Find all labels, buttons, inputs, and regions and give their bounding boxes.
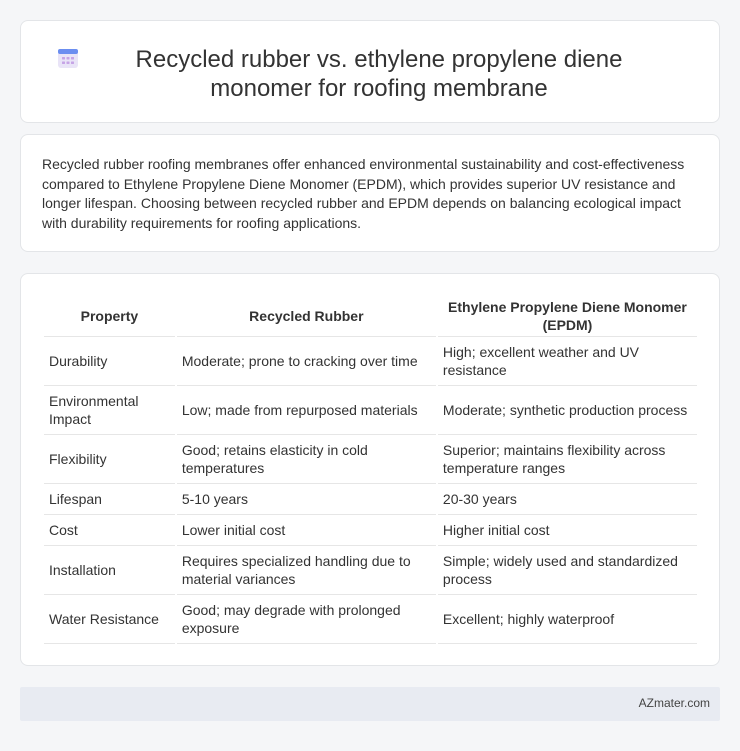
row-epdm-value: Superior; maintains flexibility across temperature ranges: [438, 435, 697, 484]
row-recycled-value: Moderate; prone to cracking over time: [177, 337, 436, 386]
header-recycled-rubber: Recycled Rubber: [177, 295, 436, 337]
row-epdm-value: Excellent; highly waterproof: [438, 595, 697, 644]
table-row: [44, 435, 697, 484]
table-row: [44, 546, 697, 595]
row-epdm-value: High; excellent weather and UV resistance: [438, 337, 697, 386]
row-recycled-value: 5-10 years: [177, 484, 436, 515]
row-property: Durability: [44, 337, 175, 386]
table-row: [44, 386, 697, 435]
row-property: Flexibility: [44, 435, 175, 484]
header-epdm: Ethylene Propylene Diene Monomer (EPDM): [438, 295, 697, 337]
table-row: [44, 515, 697, 546]
row-recycled-value: Low; made from repurposed materials: [177, 386, 436, 435]
summary-card: [20, 134, 720, 252]
table-row: [44, 337, 697, 386]
row-property: Environmental Impact: [44, 386, 175, 435]
row-property: Lifespan: [44, 484, 175, 515]
summary-text: Recycled rubber roofing membranes offer enhanced environmental sustainability and cost-effectiveness compared to Ethylene Propylene Diene Monomer (EPDM), which provides superior UV resistance and longer lifespan. Choosing between recycled rubber and EPDM depends on balancing ecological impact with durability requirements for roofing applications.: [42, 156, 685, 231]
row-property: Installation: [44, 546, 175, 595]
comparison-table: [42, 295, 699, 644]
footer-bar: [20, 687, 720, 721]
row-recycled-value: Good; may degrade with prolonged exposure: [177, 595, 436, 644]
row-epdm-value: Higher initial cost: [438, 515, 697, 546]
table-header-row: [44, 295, 697, 337]
row-property: Water Resistance: [44, 595, 175, 644]
row-epdm-value: 20-30 years: [438, 484, 697, 515]
row-recycled-value: Lower initial cost: [177, 515, 436, 546]
comparison-table-card: [20, 273, 720, 666]
page-title: Recycled rubber vs. ethylene propylene diene monomer for roofing membrane: [135, 46, 623, 102]
row-epdm-value: Simple; widely used and standardized process: [438, 546, 697, 595]
header-property: Property: [44, 295, 175, 337]
table-row: [44, 484, 697, 515]
row-property: Cost: [44, 515, 175, 546]
footer-site-name: AZmater.com: [638, 696, 710, 710]
row-epdm-value: Moderate; synthetic production process: [438, 386, 697, 435]
title-card: [20, 20, 720, 123]
row-recycled-value: Requires specialized handling due to material variances: [177, 546, 436, 595]
table-row: [44, 595, 697, 644]
row-recycled-value: Good; retains elasticity in cold temperatures: [177, 435, 436, 484]
